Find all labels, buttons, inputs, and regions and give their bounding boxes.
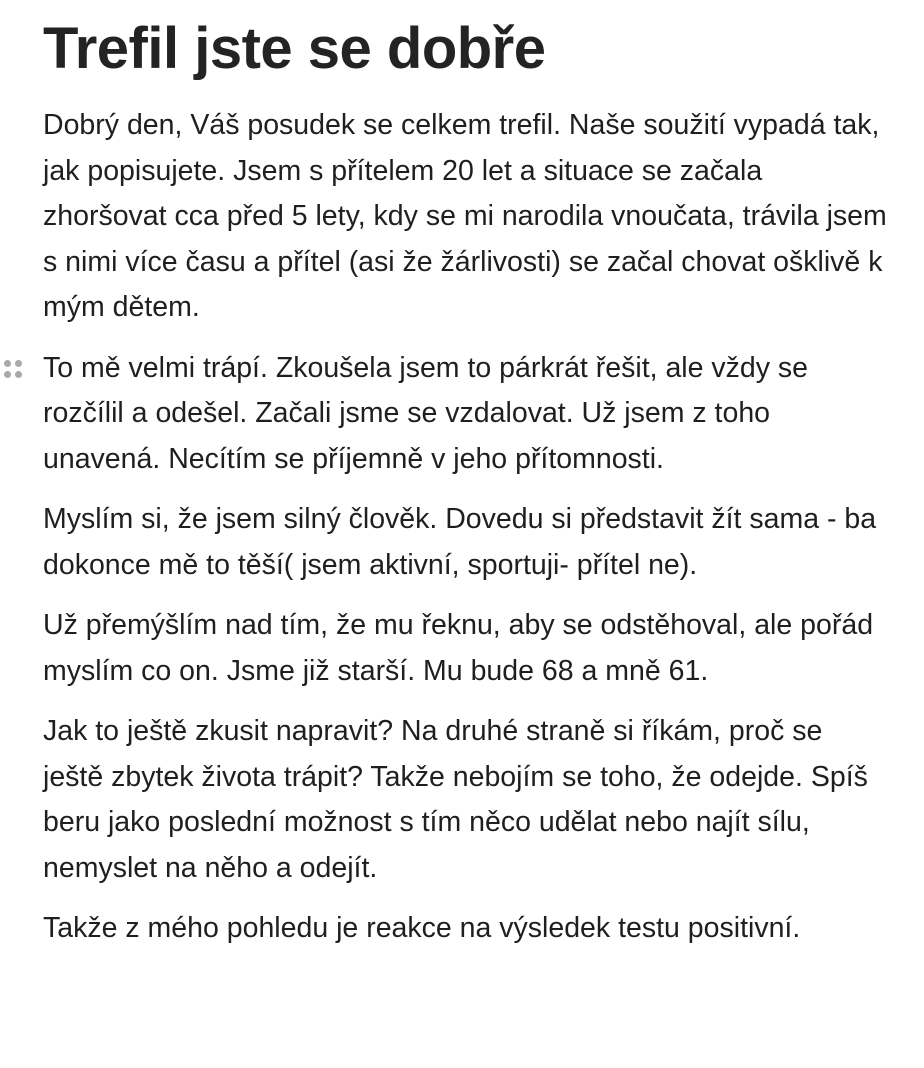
page-title: Trefil jste se dobře: [43, 16, 546, 81]
paragraph-1[interactable]: Dobrý den, Váš posudek se celkem trefil. Naše soužití vypadá tak, jak popisujete. Jsem s přítelem 20 let a situace se začala zhoršovat cca před 5 lety, kdy se mi narodila vnoučata, trávila jsem s nimi více času a přítel (asi že žárlivosti) se začal chovat ošklivě k mým dětem.: [43, 109, 887, 323]
drag-handle-icon[interactable]: [4, 359, 22, 379]
paragraph-2-block[interactable]: [43, 346, 888, 483]
paragraph-3[interactable]: Myslím si, že jsem silný člověk. Dovedu si představit žít sama - ba dokonce mě to těší( jsem aktivní, sportuji- přítel ne).: [43, 503, 877, 581]
paragraph-2[interactable]: To mě velmi trápí. Zkoušela jsem to párkrát řešit, ale vždy se rozčílil a odešel. Začali jsme se vzdalovat. Už jsem z toho unavená. Necítím se příjemně v jeho přítomnosti.: [43, 351, 809, 475]
document: [43, 0, 888, 952]
paragraph-4[interactable]: Už přemýšlím nad tím, že mu řeknu, aby se odstěhoval, ale pořád myslím co on. Jsme již starší. Mu bude 68 a mně 61.: [43, 609, 874, 687]
paragraph-5[interactable]: Jak to ještě zkusit napravit? Na druhé straně si říkám, proč se ještě zbytek života trápit? Takže nebojím se toho, že odejde. Spíš beru jako poslední možnost s tím něco udělat nebo najít sílu, nemyslet na něho a odejít.: [43, 715, 868, 884]
paragraph-6[interactable]: Takže z mého pohledu je reakce na výsledek testu positivní.: [43, 912, 801, 944]
